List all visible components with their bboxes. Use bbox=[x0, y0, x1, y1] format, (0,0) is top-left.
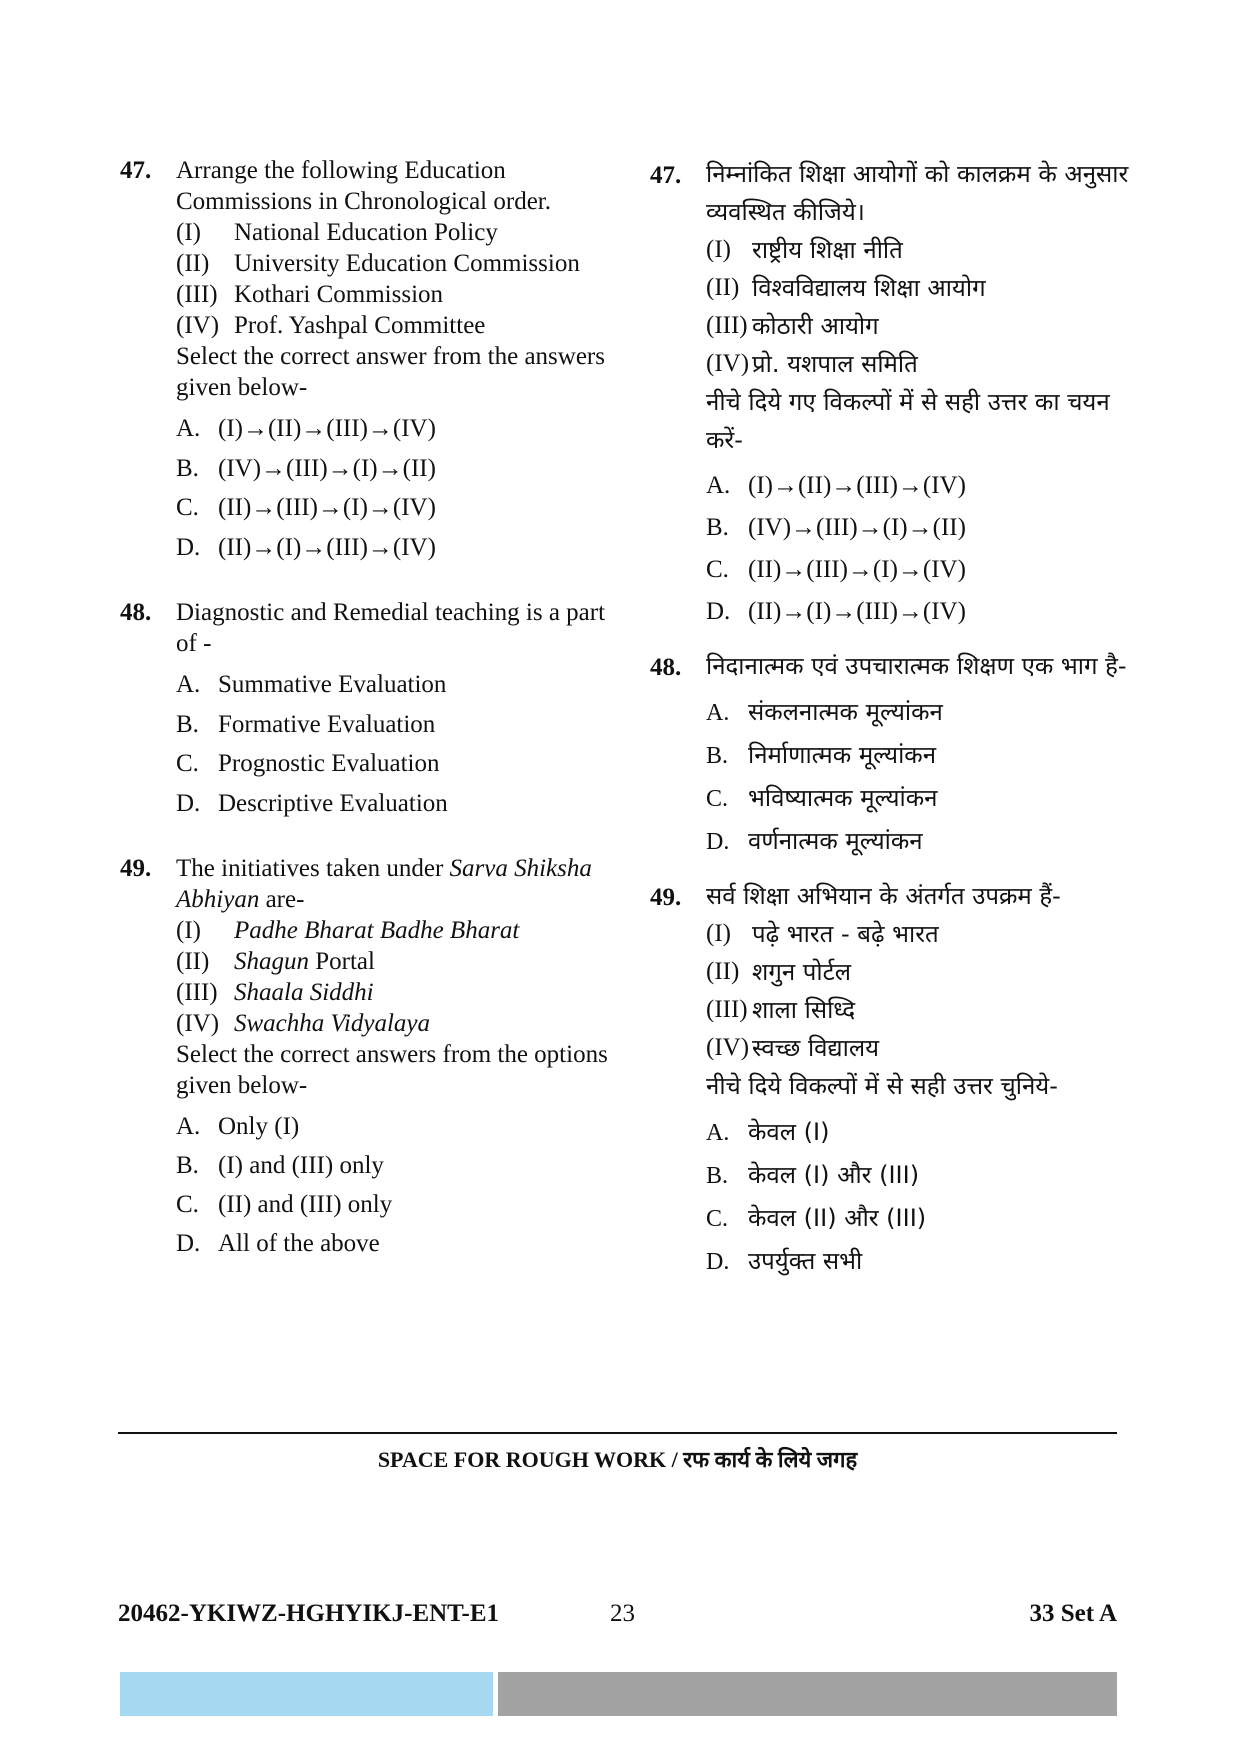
options bbox=[706, 691, 1140, 863]
options bbox=[176, 665, 610, 823]
footer-bar-blue bbox=[120, 1672, 493, 1716]
statement: (I) पढ़े भारत - बढ़े भारत bbox=[706, 920, 939, 948]
options bbox=[706, 1111, 1140, 1283]
question-stem: The initiatives taken under Sarva Shiksha Abhiyan are- bbox=[176, 855, 592, 913]
question-stem: निदानात्मक एवं उपचारात्मक शिक्षण एक भाग है- bbox=[706, 652, 1127, 680]
option-d[interactable]: D. (II)→(I)→(III)→(IV) bbox=[706, 598, 966, 625]
statement: (IV) प्रो. यशपाल समिति bbox=[706, 350, 918, 378]
question-48-en bbox=[120, 597, 610, 823]
question-stem: सर्व शिक्षा अभियान के अंतर्गत उपक्रम हैं- bbox=[706, 882, 1061, 910]
statement: (II) विश्वविद्यालय शिक्षा आयोग bbox=[706, 274, 986, 302]
statement: (III) Kothari Commission bbox=[176, 281, 444, 308]
rough-work-label: SPACE FOR ROUGH WORK / रफ कार्य के लिये जगह bbox=[377, 1447, 858, 1472]
instruction: नीचे दिये गए विकल्पों में से सही उत्तर का चयन करें- bbox=[706, 388, 1110, 454]
statement: (I) राष्ट्रीय शिक्षा नीति bbox=[706, 236, 903, 264]
option-a[interactable]: A. केवल (I) bbox=[706, 1118, 830, 1146]
question-47-hi bbox=[650, 155, 1140, 633]
statement: (II) शगुन पोर्टल bbox=[706, 958, 851, 986]
instruction: नीचे दिये विकल्पों में से सही उत्तर चुनिये- bbox=[706, 1072, 1058, 1100]
option-c[interactable]: C. (II) and (III) only bbox=[176, 1191, 393, 1218]
option-a[interactable]: A. Summative Evaluation bbox=[176, 671, 447, 698]
option-b[interactable]: B. (IV)→(III)→(I)→(II) bbox=[176, 454, 436, 482]
options bbox=[176, 409, 610, 567]
option-d[interactable]: D. (II)→(I)→(III)→(IV) bbox=[176, 533, 436, 561]
option-a[interactable]: A. (I)→(II)→(III)→(IV) bbox=[706, 472, 966, 499]
option-c[interactable]: C. (II)→(III)→(I)→(IV) bbox=[176, 494, 436, 521]
option-d[interactable]: D. उपर्युक्त सभी bbox=[706, 1247, 863, 1275]
footer-bar-gray bbox=[498, 1672, 1117, 1716]
page-number: 23 bbox=[610, 1600, 635, 1627]
statement: (IV) Swachha Vidyalaya bbox=[176, 1010, 431, 1037]
option-d[interactable]: D. Descriptive Evaluation bbox=[176, 789, 448, 817]
set-label: 33 Set A bbox=[1029, 1600, 1117, 1627]
option-c[interactable]: C. केवल (II) और (III) bbox=[706, 1204, 927, 1232]
instruction: Select the correct answers from the options given below- bbox=[176, 1041, 608, 1099]
statement: (III) शाला सिध्दि bbox=[706, 996, 856, 1024]
option-b[interactable]: B. (I) and (III) only bbox=[176, 1152, 384, 1179]
option-b[interactable]: B. केवल (I) और (III) bbox=[706, 1161, 920, 1189]
option-b[interactable]: B. (IV)→(III)→(I)→(II) bbox=[706, 514, 966, 541]
question-stem: निम्नांकित शिक्षा आयोगों को कालक्रम के अनुसार व्यवस्थित कीजिये। bbox=[706, 160, 1129, 226]
options bbox=[706, 465, 1140, 633]
statement: (I) Padhe Bharat Badhe Bharat bbox=[176, 917, 520, 944]
statement: (I) National Education Policy bbox=[176, 219, 498, 246]
option-d[interactable]: D. All of the above bbox=[176, 1230, 380, 1257]
option-b[interactable]: B. निर्माणात्मक मूल्यांकन bbox=[706, 741, 937, 769]
question-49-hi bbox=[650, 877, 1140, 1283]
instruction: Select the correct answer from the answers given below- bbox=[176, 343, 605, 401]
question-number: 48. bbox=[650, 654, 682, 681]
question-47-en bbox=[120, 155, 610, 567]
question-number: 47. bbox=[650, 162, 682, 189]
question-49-en bbox=[120, 853, 610, 1263]
statement: (IV) स्वच्छ विद्यालय bbox=[706, 1034, 880, 1062]
statement: (III) कोठारी आयोग bbox=[706, 312, 879, 340]
page-footer bbox=[118, 1600, 1117, 1636]
question-number: 49. bbox=[120, 855, 152, 882]
paper-code: 20462-YKIWZ-HGHYIKJ-ENT-E1 bbox=[118, 1600, 500, 1627]
question-number: 48. bbox=[120, 599, 152, 626]
option-b[interactable]: B. Formative Evaluation bbox=[176, 710, 436, 738]
option-d[interactable]: D. वर्णनात्मक मूल्यांकन bbox=[706, 827, 923, 855]
option-c[interactable]: C. भविष्यात्मक मूल्यांकन bbox=[706, 784, 938, 812]
option-a[interactable]: A. संकलनात्मक मूल्यांकन bbox=[706, 698, 943, 726]
hindi-column bbox=[650, 155, 1140, 1283]
option-a[interactable]: A. (I)→(II)→(III)→(IV) bbox=[176, 415, 436, 442]
statement: (II) University Education Commission bbox=[176, 250, 580, 277]
statement: (II) Shagun Portal bbox=[176, 948, 375, 975]
question-number: 49. bbox=[650, 884, 682, 911]
statement: (III) Shaala Siddhi bbox=[176, 979, 374, 1006]
option-a[interactable]: A. Only (I) bbox=[176, 1113, 300, 1140]
question-number: 47. bbox=[120, 157, 152, 184]
statement: (IV) Prof. Yashpal Committee bbox=[176, 312, 486, 339]
question-stem: Diagnostic and Remedial teaching is a part of - bbox=[176, 599, 606, 657]
option-c[interactable]: C. Prognostic Evaluation bbox=[176, 750, 440, 777]
options bbox=[176, 1107, 610, 1263]
question-48-hi bbox=[650, 647, 1140, 863]
rough-work-divider bbox=[118, 1432, 1117, 1434]
question-stem: Arrange the following Education Commissions in Chronological order. bbox=[176, 157, 551, 215]
option-c[interactable]: C. (II)→(III)→(I)→(IV) bbox=[706, 556, 966, 583]
english-column bbox=[120, 155, 610, 1263]
